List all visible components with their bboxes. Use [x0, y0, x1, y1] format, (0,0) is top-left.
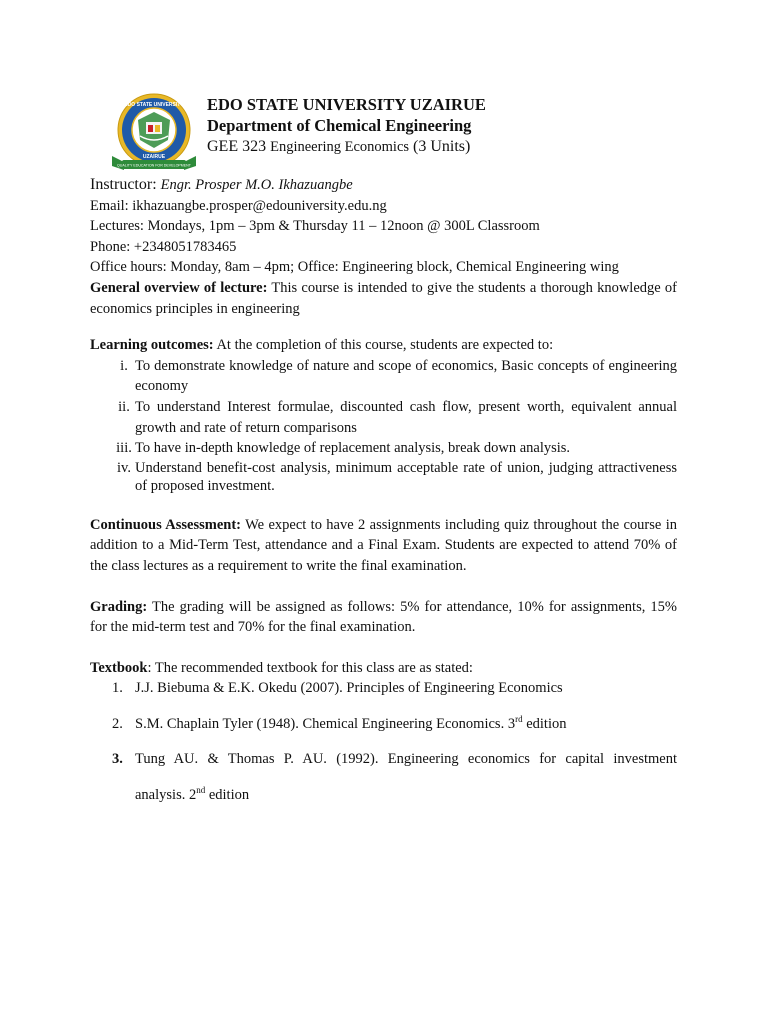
overview-paragraph: [90, 278, 677, 319]
svg-text:EDO STATE UNIVERSITY: EDO STATE UNIVERSITY: [124, 102, 184, 108]
email-line: Email: ikhazuangbe.prosper@edouniversity.edu.ng: [90, 197, 387, 214]
list-item: [90, 678, 677, 699]
course-title: Engineering Economics: [270, 139, 410, 155]
list-item: [90, 714, 677, 735]
course-units: (3 Units): [413, 138, 471, 155]
textbook-heading: [90, 658, 677, 679]
outcomes-intro: At the completion of this course, students are expected to:: [213, 337, 554, 354]
list-item: [90, 749, 677, 805]
list-item-number: ii.: [118, 398, 130, 415]
outcomes-label: Learning outcomes:: [90, 337, 214, 354]
instructor-name: Engr. Prosper M.O. Ikhazuangbe: [160, 177, 353, 193]
list-item-number: i.: [120, 357, 128, 374]
assessment-label: Continuous Assessment:: [90, 516, 242, 533]
grading-paragraph: [90, 597, 677, 638]
list-item: [90, 397, 677, 438]
department-name: Department of Chemical Engineering: [207, 116, 472, 135]
list-item: [90, 438, 677, 459]
overview-text: This course is intended to give the students a thorough knowledge of economics principles in engineering: [90, 279, 677, 317]
list-item-text: J.J. Biebuma & E.K. Okedu (2007). Principles of Engineering Economics: [135, 680, 563, 697]
list-item-number: iii.: [116, 440, 132, 457]
list-item: [90, 356, 677, 397]
phone-line: Phone: +2348051783465: [90, 238, 237, 255]
instructor-label: Instructor:: [90, 176, 157, 193]
svg-text:UZAIRUE: UZAIRUE: [142, 154, 166, 160]
textbook-intro: : The recommended textbook for this class are as stated:: [147, 659, 473, 676]
document-body: [90, 175, 677, 806]
list-item-number: iv.: [117, 459, 131, 476]
grading-text: The grading will be assigned as follows: 5% for attendance, 10% for assignments, 15% for the mid-term test and 70% for the final examination.: [90, 598, 677, 636]
list-item-text: To have in-depth knowledge of replacement analysis, break down analysis.: [135, 440, 571, 457]
outcomes-heading: [90, 335, 677, 356]
overview-label: General overview of lecture:: [90, 279, 268, 296]
document-header: [207, 94, 486, 158]
list-item-text: Understand benefit-cost analysis, minimum acceptable rate of union, judging attractiveness of proposed investment.: [135, 459, 677, 494]
list-item-number: 2.: [112, 715, 123, 732]
office-hours-line: Office hours: Monday, 8am – 4pm; Office: Engineering block, Chemical Engineering wing: [90, 259, 619, 276]
textbook-list: [90, 678, 677, 805]
list-item: [90, 459, 677, 495]
textbook-label: Textbook: [90, 659, 148, 676]
list-item-number: 1.: [112, 680, 123, 697]
list-item-text: Tung AU. & Thomas P. AU. (1992). Engineering economics for capital investment analysis. 2nd edition: [135, 751, 677, 804]
svg-text:QUALITY EDUCATION FOR DEVELOPM: QUALITY EDUCATION FOR DEVELOPMENT: [117, 163, 191, 168]
list-item-text: To understand Interest formulae, discounted cash flow, present worth, equivalent annual growth and rate of return comparisons: [135, 398, 677, 436]
lectures-line: Lectures: Mondays, 1pm – 3pm & Thursday 11 – 12noon @ 300L Classroom: [90, 218, 540, 235]
university-name: EDO STATE UNIVERSITY UZAIRUE: [207, 95, 486, 114]
assessment-paragraph: [90, 515, 677, 577]
outcomes-list: [90, 356, 677, 495]
grading-label: Grading:: [90, 598, 148, 615]
assessment-text: We expect to have 2 assignments including quiz throughout the course in addition to a Mid-Term Test, attendance and a Final Exam. Students are expected to attend 70% of the class lectures as a requirement to write the final examination.: [90, 516, 677, 574]
list-item-text: To demonstrate knowledge of nature and scope of economics, Basic concepts of engineering economy: [135, 357, 677, 395]
list-item-number: 3.: [112, 751, 123, 768]
course-code: GEE 323: [207, 138, 267, 155]
instructor-line: [90, 175, 677, 196]
list-item-text: S.M. Chaplain Tyler (1948). Chemical Engineering Economics. 3rd edition: [135, 714, 567, 732]
university-seal-logo: [110, 92, 198, 172]
course-line: [207, 136, 486, 158]
